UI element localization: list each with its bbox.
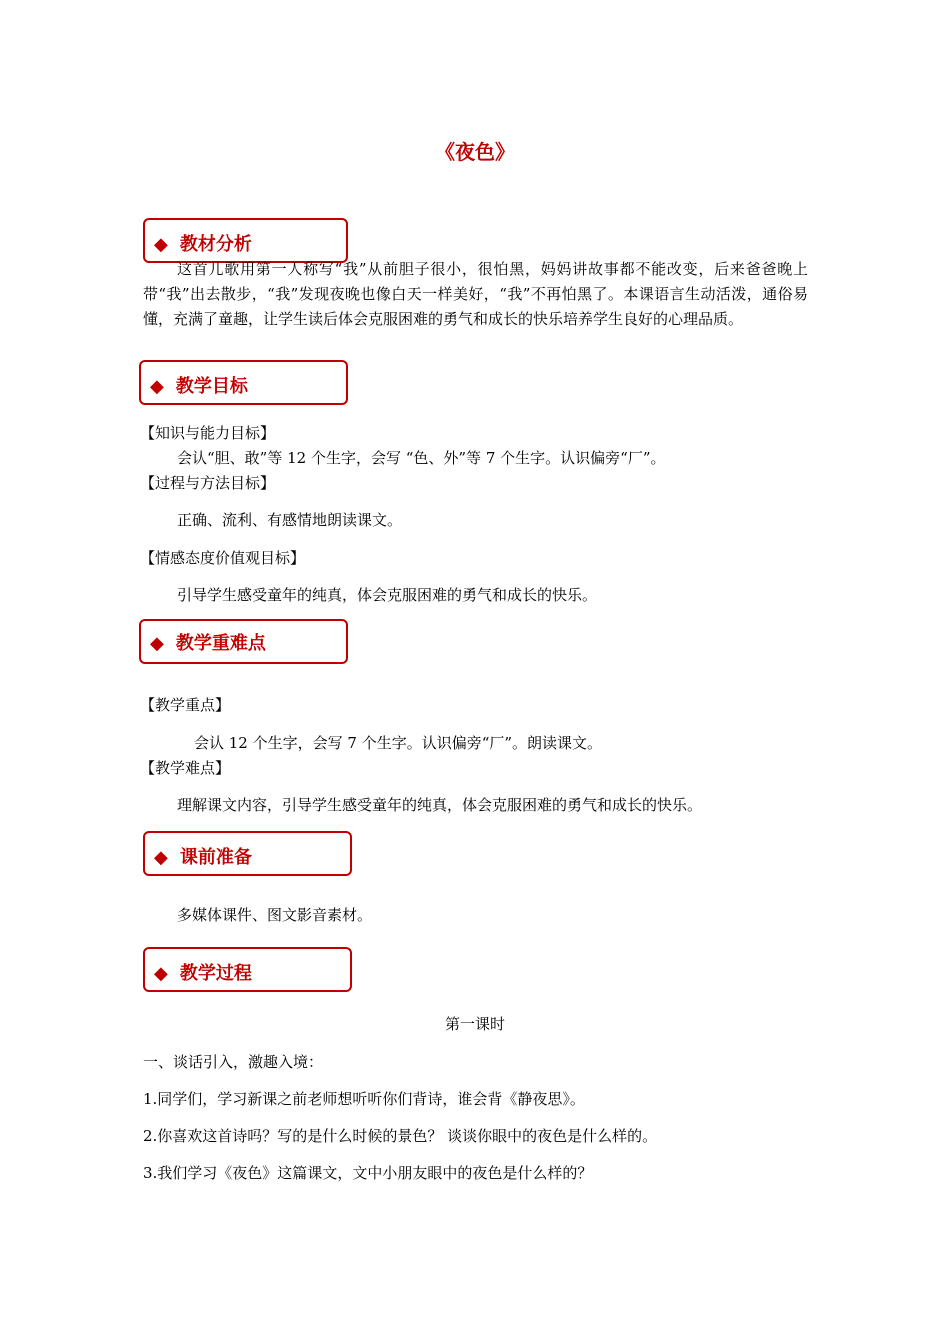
list-item: 3.我们学习《夜色》这篇课文，文中小朋友眼中的夜色是什么样的？ — [143, 1164, 593, 1182]
diamond-icon: ◆ — [150, 633, 164, 654]
step-title: 一、谈话引入，激趣入境： — [143, 1053, 324, 1071]
diamond-icon: ◆ — [154, 963, 168, 984]
section-heading: 教学目标 — [175, 376, 248, 397]
list-item: 2.你喜欢这首诗吗？写的是什么时候的景色？ 谈谈你眼中的夜色是什么样的。 — [143, 1127, 658, 1145]
knowledge-goal-text: 会认“胆、敢”等 12 个生字，会写 “色、外”等 7 个生字。认识偏旁“厂”。 — [177, 449, 666, 467]
process-goal-label: 【过程与方法目标】 — [140, 474, 276, 492]
focus-text: 会认 12 个生字，会写 7 个生字。认识偏旁“厂”。朗读课文。 — [194, 734, 603, 752]
difficulty-text: 理解课文内容，引导学生感受童年的纯真，体会克服困难的勇气和成长的快乐。 — [177, 796, 703, 814]
difficulty-label: 【教学难点】 — [140, 759, 231, 777]
lesson-label: 第一课时 — [444, 1015, 505, 1033]
preparation-text: 多媒体课件、图文影音素材。 — [177, 906, 373, 924]
section-heading: 教学过程 — [179, 963, 252, 984]
section-header-key-points — [139, 619, 348, 664]
section-heading: 教学重难点 — [175, 633, 266, 654]
section-header-process — [143, 947, 352, 992]
process-goal-text: 正确、流利、有感情地朗读课文。 — [177, 511, 403, 529]
page-title: 《夜色》 — [435, 140, 515, 164]
section-heading: 教材分析 — [179, 234, 252, 255]
analysis-paragraph: 这首儿歌用第一人称写“我”从前胆子很小，很怕黑，妈妈讲故事都不能改变，后来爸爸晚上带“我”出去散步，“我”发现夜晚也像白天一样美好，“我”不再怕黑了。本课语言生动活泼，通俗易懂，充满了童趣，让学生读后体会克服困难的勇气和成长的快乐培养学生良好的心理品质。 — [143, 260, 808, 328]
diamond-icon: ◆ — [154, 847, 168, 868]
emotion-goal-label: 【情感态度价值观目标】 — [140, 549, 306, 567]
section-header-goals — [139, 360, 348, 405]
focus-label: 【教学重点】 — [140, 696, 231, 714]
knowledge-goal-label: 【知识与能力目标】 — [140, 424, 276, 442]
section-header-preparation — [143, 831, 352, 876]
emotion-goal-text: 引导学生感受童年的纯真，体会克服困难的勇气和成长的快乐。 — [177, 586, 598, 604]
diamond-icon: ◆ — [154, 234, 168, 255]
list-item: 1.同学们，学习新课之前老师想听听你们背诗，谁会背《静夜思》。 — [143, 1090, 585, 1108]
section-heading: 课前准备 — [179, 847, 252, 868]
diamond-icon: ◆ — [150, 376, 164, 397]
